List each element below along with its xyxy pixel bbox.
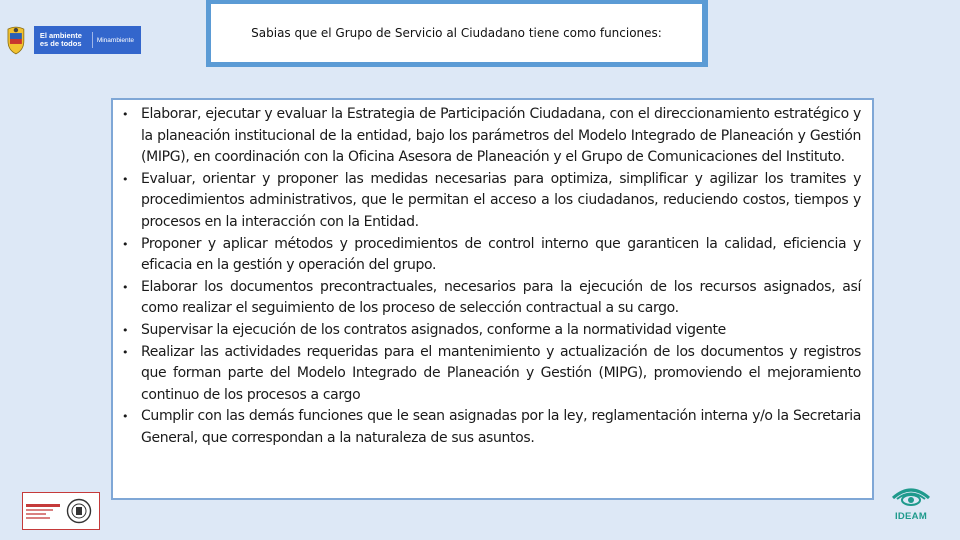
certification-badge [22, 492, 100, 530]
ideam-label: IDEAM [894, 511, 928, 522]
bullet: • [122, 237, 129, 251]
functions-panel [111, 98, 874, 500]
ideam-logo [886, 484, 936, 526]
list-item [119, 234, 861, 277]
page-title: Sabias que el Grupo de Servicio al Ciudadano tiene como funciones: [211, 4, 702, 62]
bullet: • [122, 410, 129, 424]
bullet: • [122, 172, 129, 186]
list-item-text: Proponer y aplicar métodos y procedimientos de control interno que garanticen la calidad, eficiencia y eficacia en la gestión y operación del grupo. [141, 235, 861, 274]
coat-of-arms-icon [4, 25, 28, 55]
list-item-text: Realizar las actividades requeridas para el mantenimiento y actualización de los documentos y registros que forman parte del Modelo Integrado de Planeación y Gestión (MIPG), promoviendo el mejoramiento continuo de los procesos a cargo [141, 343, 861, 403]
list-item-text: Supervisar la ejecución de los contratos asignados, conforme a la normatividad vigente [141, 321, 726, 338]
ministry-logo [0, 24, 141, 56]
list-item [119, 277, 861, 320]
bullet: • [122, 280, 129, 294]
brand-main-text: El ambiente es de todos [39, 30, 82, 48]
brand-divider [92, 32, 93, 48]
functions-list [119, 104, 861, 450]
list-item-text: Cumplir con las demás funciones que le sean asignadas por la ley, reglamentación interna y/o la Secretaria General, que correspondan a la naturaleza de sus asuntos. [141, 408, 861, 446]
bullet: • [122, 345, 129, 359]
certification-seal-icon [66, 498, 92, 524]
list-item-text: Evaluar, orientar y proponer las medidas necesarias para optimiza, simplificar y agilizar los tramites y procedimientos administrativos, que le permitan el acceso a los ciudadanos, reduciendo costos, tiempos y procesos en la interacción con la Entidad. [141, 170, 861, 230]
brand-block [34, 26, 141, 54]
list-item [119, 104, 861, 169]
bullet: • [122, 108, 129, 121]
list-item [119, 169, 861, 234]
list-item [119, 342, 861, 407]
cert-text-block [26, 504, 60, 519]
ideam-eye-icon [891, 484, 931, 510]
title-frame [206, 0, 708, 67]
list-item-text: Elaborar los documentos precontractuales, necesarios para la ejecución de los recursos asignados, así como realizar el seguimiento de los proceso de selección contractual a su cargo. [141, 278, 861, 317]
brand-sub-text: Minambiente [96, 36, 135, 44]
bullet: • [122, 323, 129, 337]
list-item [119, 406, 861, 449]
list-item-text: Elaborar, ejecutar y evaluar la Estrategia de Participación Ciudadana, con el direccionamiento estratégico y la planeación institucional de la entidad, bajo los parámetros del Modelo Integrado de Planeación y Gestión (MIPG), en coordinación con la Oficina Asesora de Planeación y el Grupo de Comunicaciones del Instituto. [141, 106, 861, 166]
list-item [119, 320, 861, 342]
